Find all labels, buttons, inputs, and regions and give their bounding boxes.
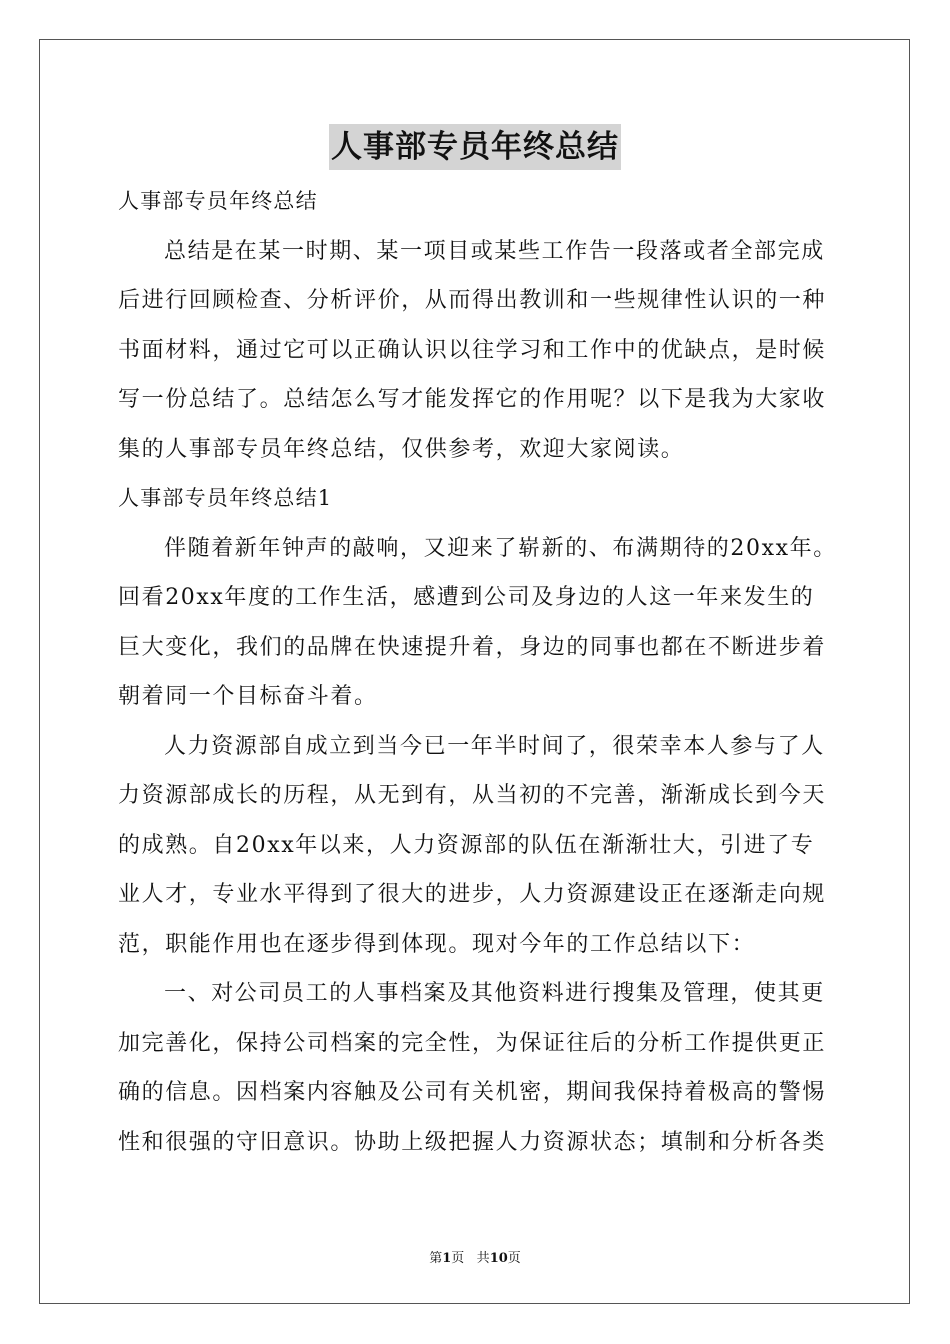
section-heading: 人事部专员年终总结 — [118, 189, 318, 213]
total-page-count: 10 — [489, 1251, 508, 1266]
paragraph-line: 力资源部成长的历程，从无到有，从当初的不完善，渐渐成长到今天 — [118, 783, 827, 808]
page-label-suffix: 页 — [451, 1251, 465, 1266]
paragraph-line: 确的信息。因档案内容触及公司有关机密，期间我保持着极高的警惕 — [118, 1080, 827, 1105]
paragraph-line: 巨大变化，我们的品牌在快速提升着，身边的同事也都在不断进步着 — [118, 634, 827, 660]
total-label-prefix: 共 — [476, 1251, 490, 1266]
paragraph-line: 范，职能作用也在逐步得到体现。现对今年的工作总结以下： — [118, 931, 756, 957]
title-container — [0, 124, 950, 170]
document-title: 人事部专员年终总结 — [329, 124, 621, 170]
page-label-prefix: 第 — [429, 1251, 443, 1266]
page-footer — [0, 1247, 950, 1266]
total-label-suffix: 页 — [507, 1251, 521, 1266]
paragraph-line: 性和很强的守旧意识。协助上级把握人力资源状态；填制和分析各类 — [118, 1129, 827, 1155]
section-heading: 人事部专员年终总结1 — [118, 486, 333, 510]
paragraph-line: 书面材料，通过它可以正确认识以往学习和工作中的优缺点，是时候 — [118, 337, 827, 363]
paragraph-line: 回看20xx年度的工作生活，感遭到公司及身边的人这一年来发生的 — [118, 585, 815, 610]
paragraph-line: 后进行回顾检查、分析评价，从而得出教训和一些规律性认识的一种 — [118, 288, 827, 313]
paragraph-line: 集的人事部专员年终总结，仅供参考，欢迎大家阅读。 — [118, 436, 685, 462]
paragraph-line: 的成熟。自20xx年以来，人力资源部的队伍在渐渐壮大，引进了专 — [118, 832, 815, 858]
paragraph-line: 写一份总结了。总结怎么写才能发挥它的作用呢？以下是我为大家收 — [118, 387, 827, 412]
paragraph-line: 伴随着新年钟声的敲响，又迎来了崭新的、布满期待的20xx年。 — [164, 535, 837, 561]
paragraph-line: 业人才，专业水平得到了很大的进步，人力资源建设正在逐渐走向规 — [118, 882, 827, 907]
paragraph-line: 一、对公司员工的人事档案及其他资料进行搜集及管理，使其更 — [164, 981, 825, 1006]
paragraph-line: 加完善化，保持公司档案的完全性，为保证往后的分析工作提供更正 — [118, 1030, 827, 1056]
paragraph-line: 总结是在某一时期、某一项目或某些工作告一段落或者全部完成 — [164, 238, 825, 264]
document-body — [118, 177, 837, 1167]
current-page-number: 1 — [442, 1251, 452, 1266]
paragraph-line: 人力资源部自成立到当今已一年半时间了，很荣幸本人参与了人 — [164, 733, 825, 759]
paragraph-line: 朝着同一个目标奋斗着。 — [118, 684, 378, 709]
